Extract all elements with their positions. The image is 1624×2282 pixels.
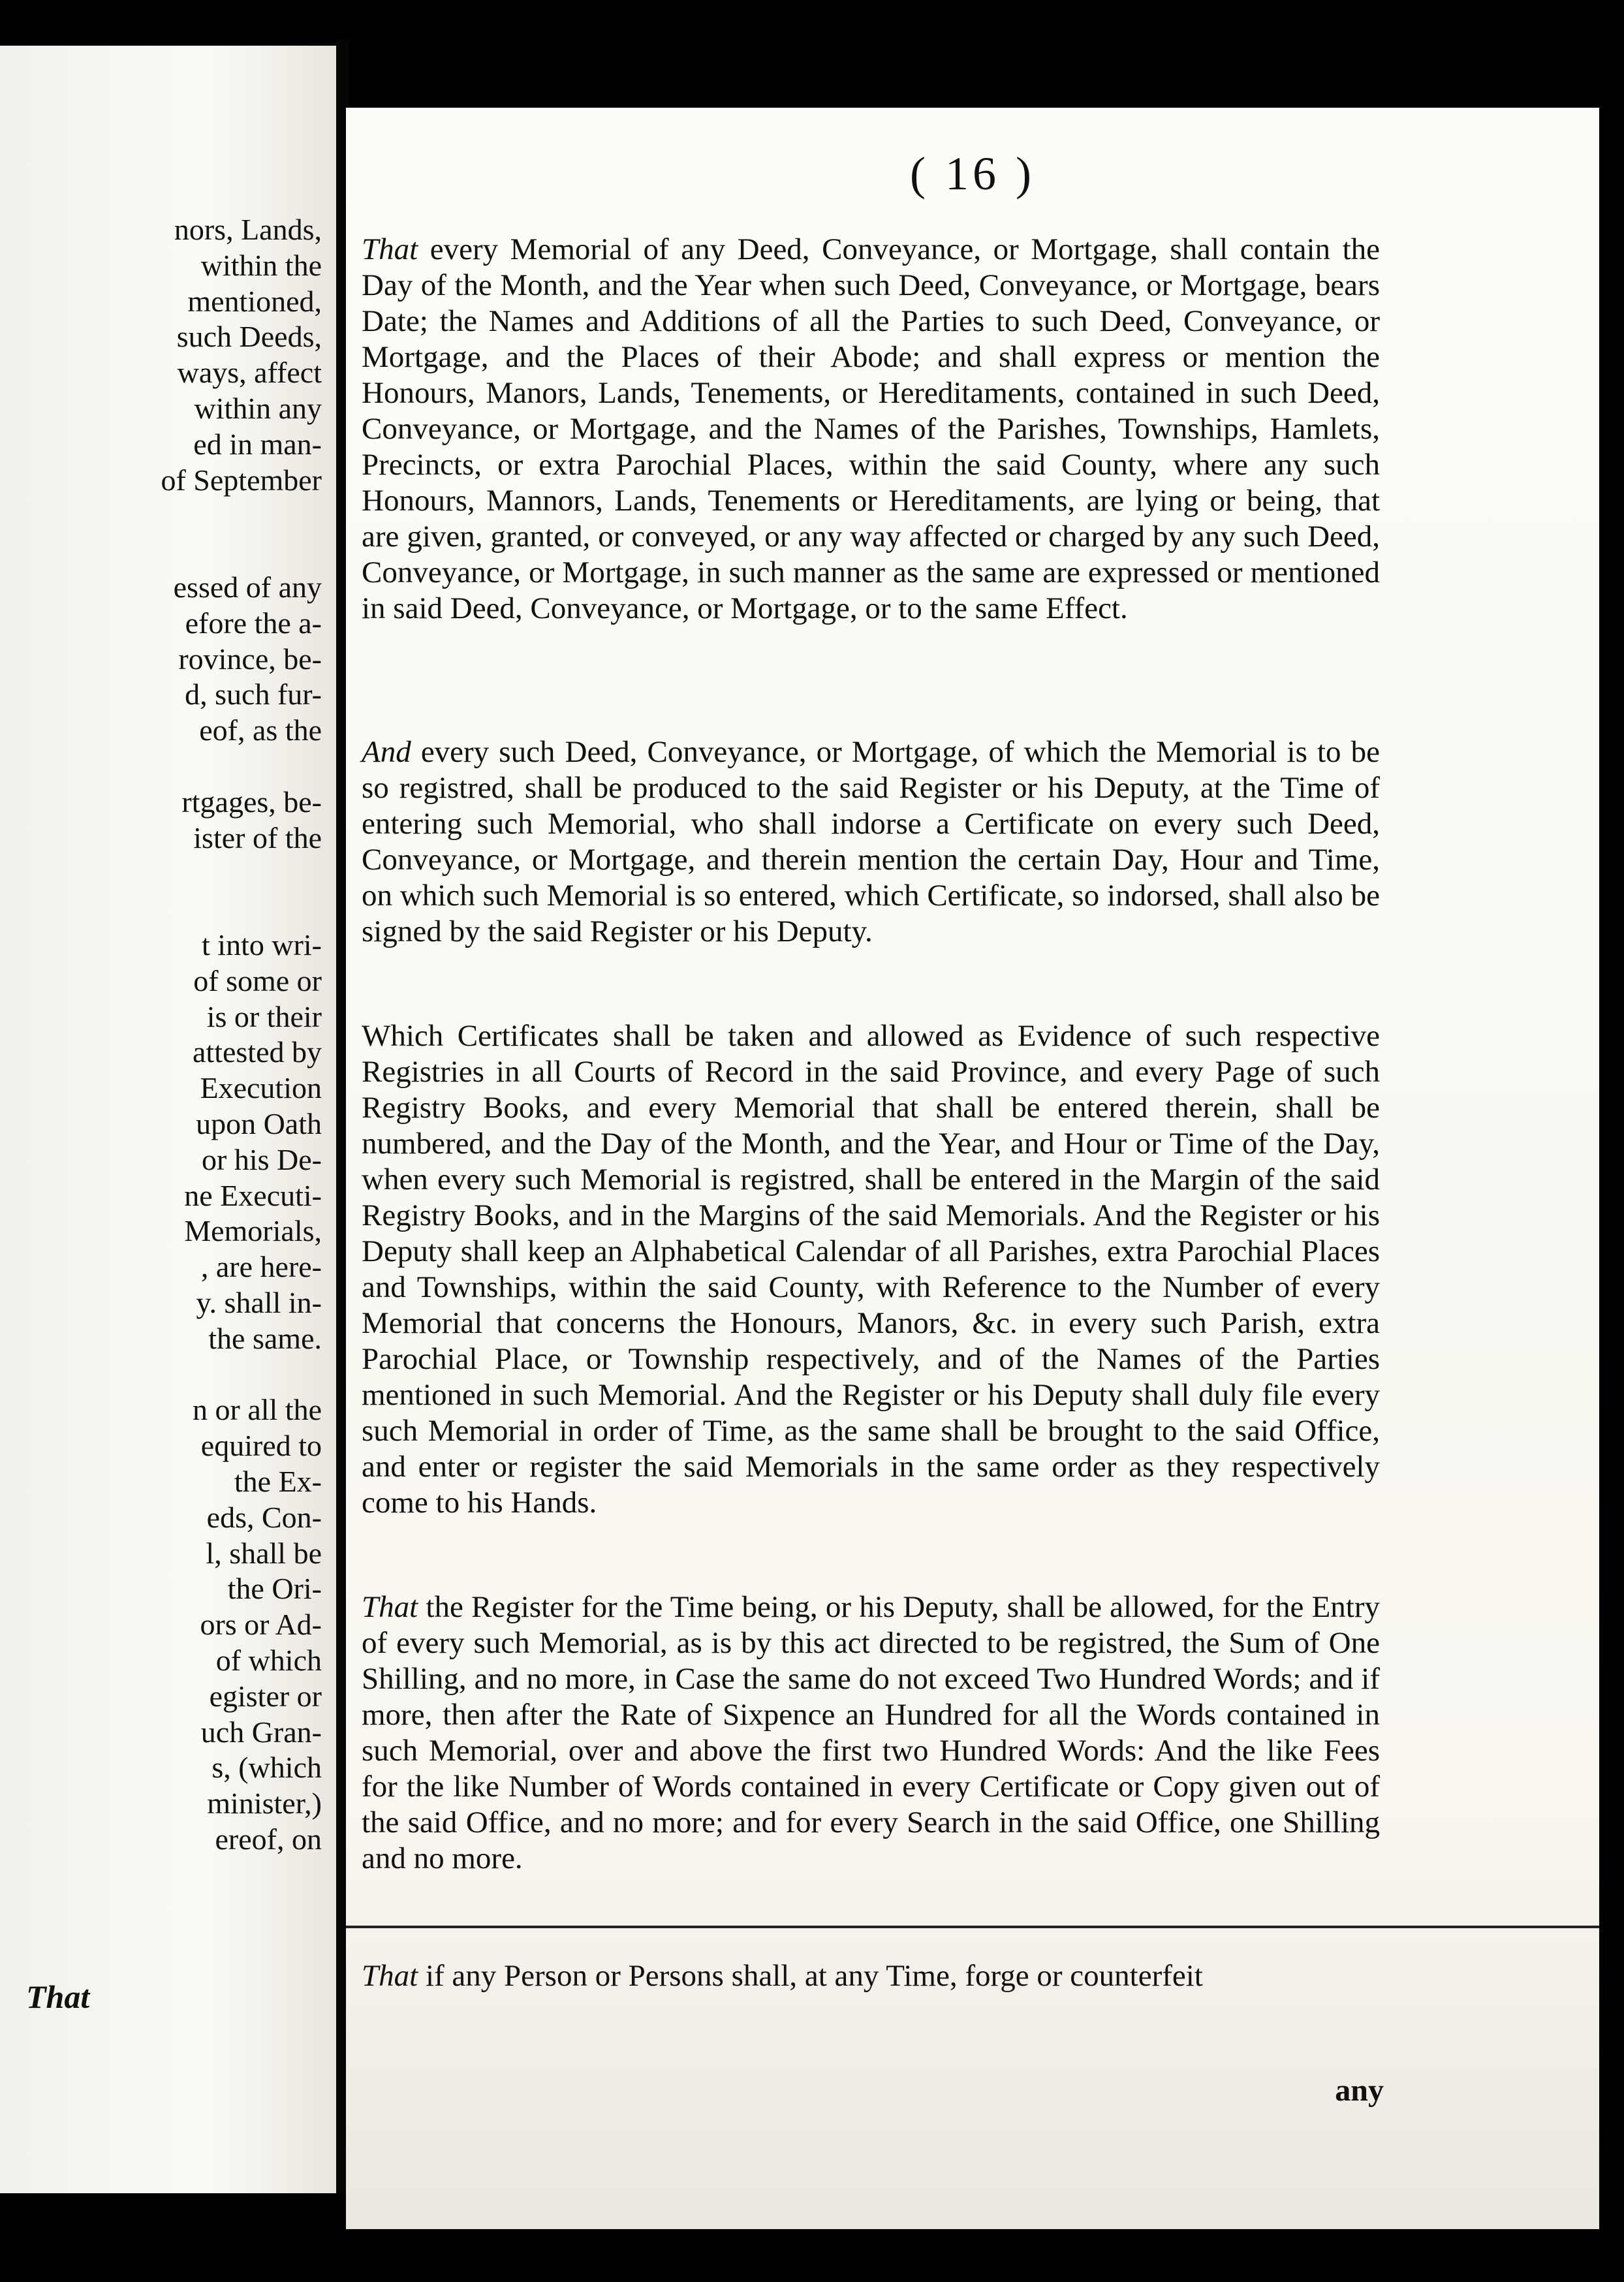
paragraph-register-fees [362, 1589, 1380, 1877]
previous-page-line: equired to [200, 1429, 322, 1463]
paragraph-forgery [362, 1958, 1380, 1994]
previous-page-catchword: That [26, 1978, 90, 2015]
previous-page-line: nors, Lands, [174, 213, 322, 246]
previous-page-line: the Ex- [234, 1465, 322, 1498]
paragraph-memorial-contents [362, 232, 1380, 627]
previous-page-line: ister of the [193, 821, 322, 854]
previous-page-line: essed of any [173, 570, 322, 604]
previous-page-line: upon Oath [196, 1107, 322, 1140]
previous-page-line: ors or Ad- [200, 1608, 322, 1642]
previous-page-line: eof, as the [199, 713, 322, 747]
previous-page-line: mentioned, [187, 284, 322, 318]
page-number: ( 16 ) [910, 148, 1035, 200]
paragraph-text: every Memorial of any Deed, Conveyance, or Mortgage, shall contain the Day of the Month, and the Year when such Deed, Conveyance, or Mortgage, bears Date; the Names and Additions of all the Parties to such Deed, Conveyance, or Mortgage, and the Places of their Abode; and shall express or mention the Honours, Manors, Lands, Tenements, or Hereditaments, contained in such Deed, Conveyance, or Mortgage, and the Names of the Parishes, Townships, Hamlets, Precincts, or extra Parochial Places, within the said County, where any such Honours, Mannors, Lands, Tenements or Hereditaments, are lying or being, that are given, granted, or conveyed, or any way affected or charged by any such Deed, Conveyance, or Mortgage, in such manner as the same are expressed or mentioned in said Deed, Conveyance, or Mortgage, or to the same Effect. [362, 232, 1381, 625]
previous-page-line: n or all the [193, 1393, 322, 1427]
paragraph-lead: And [362, 735, 421, 769]
previous-page-line: t into wri- [202, 928, 322, 961]
paragraph-text: the Register for the Time being, or his Deputy, shall be allowed, for the Entry of every such Memorial, as is by this act directed to be registred, the Sum of One Shilling, and no more, in Case the same do not exceed Two Hundred Words; and if more, then after the Rate of Sixpence an Hundred for all the Words contained in such Memorial, over and above the first two Hundred Words: And the like Fees for the like Number of Words contained in every Certificate or Copy given out of the said Office, and no more; and for every Search in the said Office, one Shilling and no more. [362, 1590, 1380, 1875]
fold-crease [346, 1926, 1599, 1928]
previous-page-line: the Ori- [227, 1572, 322, 1606]
document-page [346, 108, 1599, 2229]
previous-page-line: Memorials, [184, 1214, 322, 1248]
paragraph-lead: That [362, 232, 430, 266]
previous-page-line: d, such fur- [185, 678, 322, 711]
previous-page-line: of some or [193, 963, 322, 997]
previous-page-line: attested by [193, 1035, 322, 1069]
previous-page-line: within any [194, 392, 322, 425]
page-catchword: any [1335, 2073, 1384, 2108]
previous-page-line: egister or [209, 1679, 322, 1713]
previous-page-line: ed in man- [193, 427, 322, 461]
previous-page-line: y. shall in- [196, 1286, 322, 1319]
paragraph-text: Which Certificates shall be taken and allowed as Evidence of such respective Registries in all Courts of Record in the said Province, and every Page of such Registry Books, and every Memorial that shall be entered therein, shall be numbered, and the Day of the Month, and the Year, and Hour or Time of the Day, when every such Memorial is registred, shall be entered in the Margin of the said Registry Books, and in the Margins of the said Memorials. And the Register or his Deputy shall keep an Alphabetical Calendar of all Parishes, extra Parochial Places and Townships, within the said County, with Reference to the Number of every Memorial that concerns the Honours, Manors, &c. in every such Parish, extra Parochial Place, or Township respectively, and of the Names of the Parties mentioned in such Memorial. And the Register or his Deputy shall duly file every such Memorial in order of Time, as the same shall be brought to the said Office, and enter or register the said Memorials in the same order as they respectively come to his Hands. [362, 1019, 1380, 1520]
paragraph-lead: That [362, 1590, 426, 1624]
scan-border [1599, 111, 1624, 2213]
previous-page-line: rovince, be- [178, 642, 322, 676]
previous-page-line: minister,) [207, 1787, 322, 1821]
previous-page-line: such Deeds, [176, 320, 322, 354]
paragraph-certificates-evidence [362, 1018, 1380, 1521]
previous-page-line: ne Executi- [184, 1178, 322, 1212]
previous-page-line: the same. [208, 1321, 322, 1355]
previous-page-line: of which [215, 1644, 322, 1677]
paragraph-text: if any Person or Persons shall, at any Time, forge or counterfeit [425, 1959, 1203, 1993]
previous-page-line: , are here- [200, 1250, 322, 1284]
previous-page-line: uch Gran- [200, 1715, 322, 1749]
paragraph-lead: That [362, 1959, 426, 1993]
previous-page-line: efore the a- [185, 606, 322, 640]
previous-page-line: s, (which [211, 1751, 322, 1785]
previous-page-line: or his De- [202, 1142, 322, 1176]
previous-page-line: ereof, on [215, 1822, 322, 1856]
previous-page-line: of September [161, 463, 322, 497]
previous-page-line: is or their [206, 999, 322, 1033]
previous-page-line: l, shall be [206, 1536, 322, 1570]
paragraph-text: every such Deed, Conveyance, or Mortgage, of which the Memorial is to be so registred, shall be produced to the said Register or his Deputy, at the Time of entering such Memorial, who shall indorse a Certificate on every such Deed, Conveyance, or Mortgage, and therein mention the certain Day, Hour and Time, on which such Memorial is so entered, which Certificate, so indorsed, shall also be signed by the said Register or his Deputy. [362, 735, 1381, 948]
previous-page-line: ways, affect [177, 356, 322, 390]
previous-page-line: within the [200, 248, 322, 282]
paragraph-deed-production [362, 734, 1380, 950]
previous-page-line: rtgages, be- [181, 785, 322, 819]
previous-page [0, 46, 336, 2193]
previous-page-line: Execution [200, 1071, 322, 1105]
previous-page-line: eds, Con- [206, 1500, 322, 1534]
